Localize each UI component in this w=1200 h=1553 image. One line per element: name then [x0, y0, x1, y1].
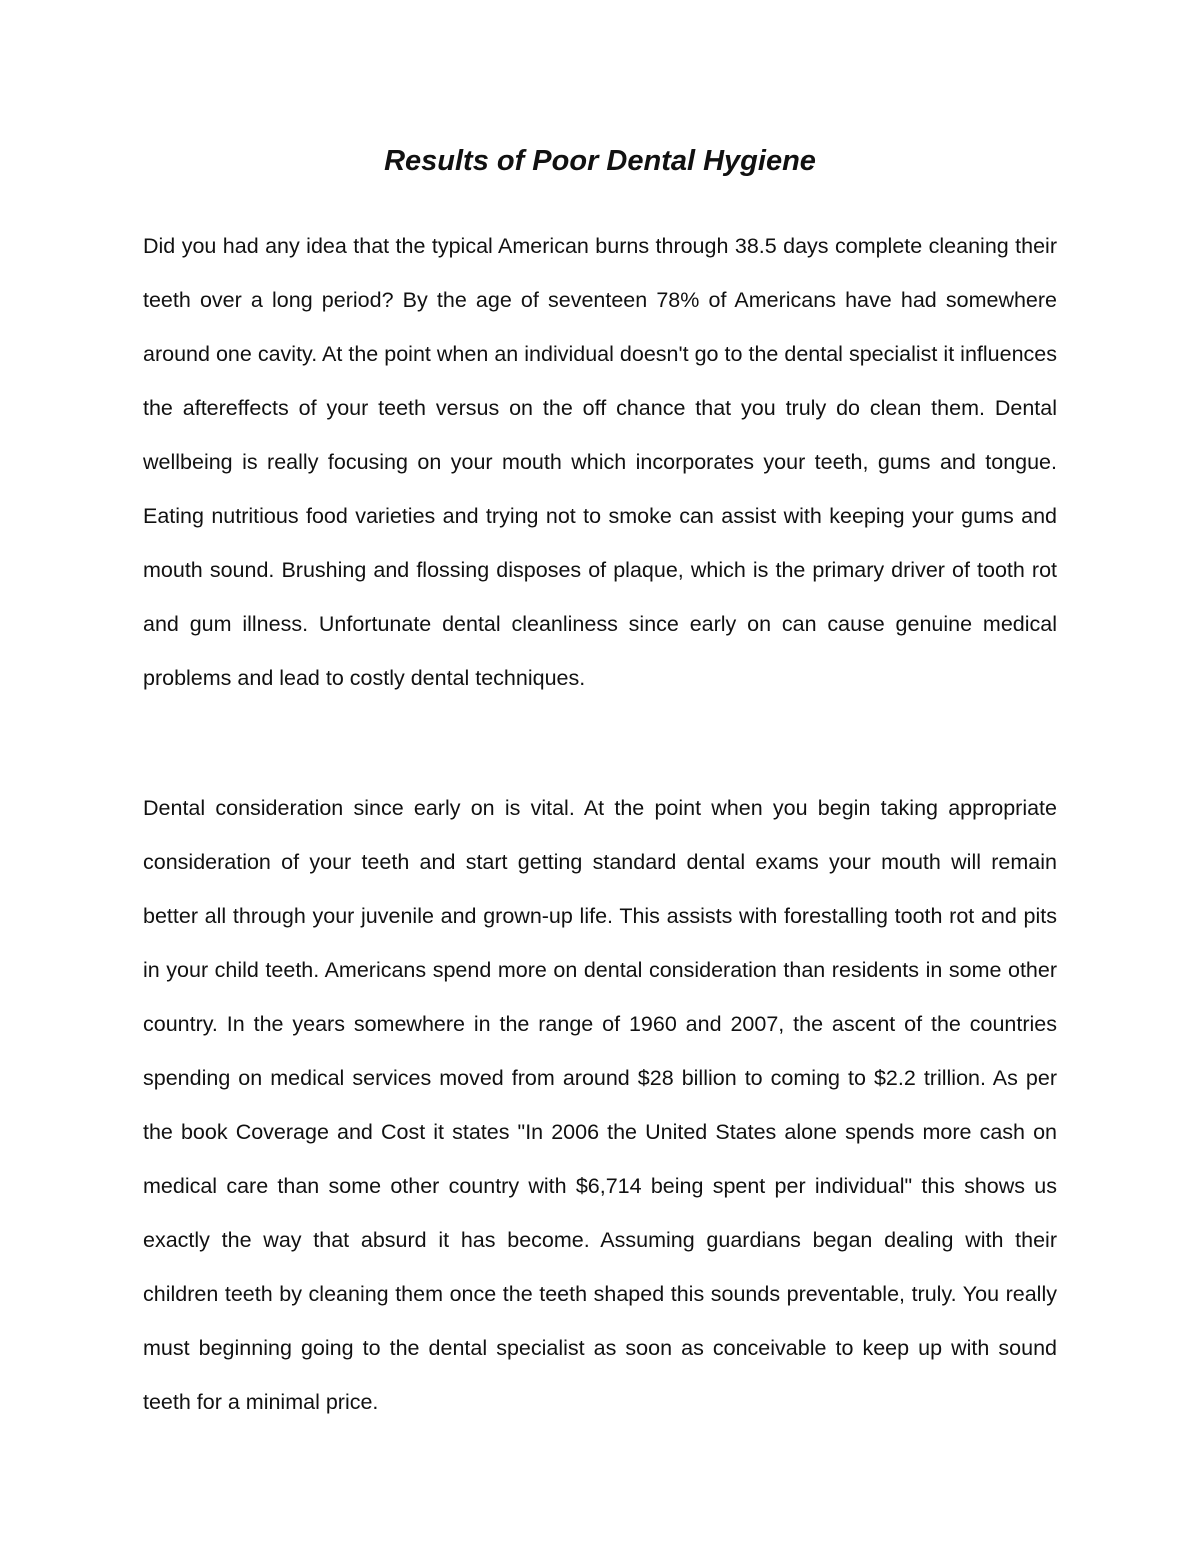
document-title: Results of Poor Dental Hygiene — [384, 145, 816, 177]
paragraph-2: Dental consideration since early on is vital. At the point when you begin taking appropriate consideration of your teeth and start getting standard dental exams your mouth will remain better all through your juvenile and grown-up life. This assists with forestalling tooth rot and pits in your child teeth. Americans spend more on dental consideration than residents in some other country. In the years somewhere in the range of 1960 and 2007, the ascent of the countries spending on medical services moved from around $28 billion to coming to $2.2 trillion. As per the book Coverage and Cost it states "In 2006 the United States alone spends more cash on medical care than some other country with $6,714 being spent per individual" this shows us exactly the way that absurd it has become. Assuming guardians began dealing with their children teeth by cleaning them once the teeth shaped this sounds preventable, truly. You really must beginning going to the dental specialist as soon as conceivable to keep up with sound teeth for a minimal price. — [143, 796, 1057, 1414]
paragraph-1: Did you had any idea that the typical American burns through 38.5 days complete cleaning their teeth over a long period? By the age of seventeen 78% of Americans have had somewhere around one cavity. At the point when an individual doesn't go to the dental specialist it influences the aftereffects of your teeth versus on the off chance that you truly do clean them. Dental wellbeing is really focusing on your mouth which incorporates your teeth, gums and tongue. Eating nutritious food varieties and trying not to smoke can assist with keeping your gums and mouth sound. Brushing and flossing disposes of plaque, which is the primary driver of tooth rot and gum illness. Unfortunate dental cleanliness since early on can cause genuine medical problems and lead to costly dental techniques. — [143, 234, 1057, 690]
